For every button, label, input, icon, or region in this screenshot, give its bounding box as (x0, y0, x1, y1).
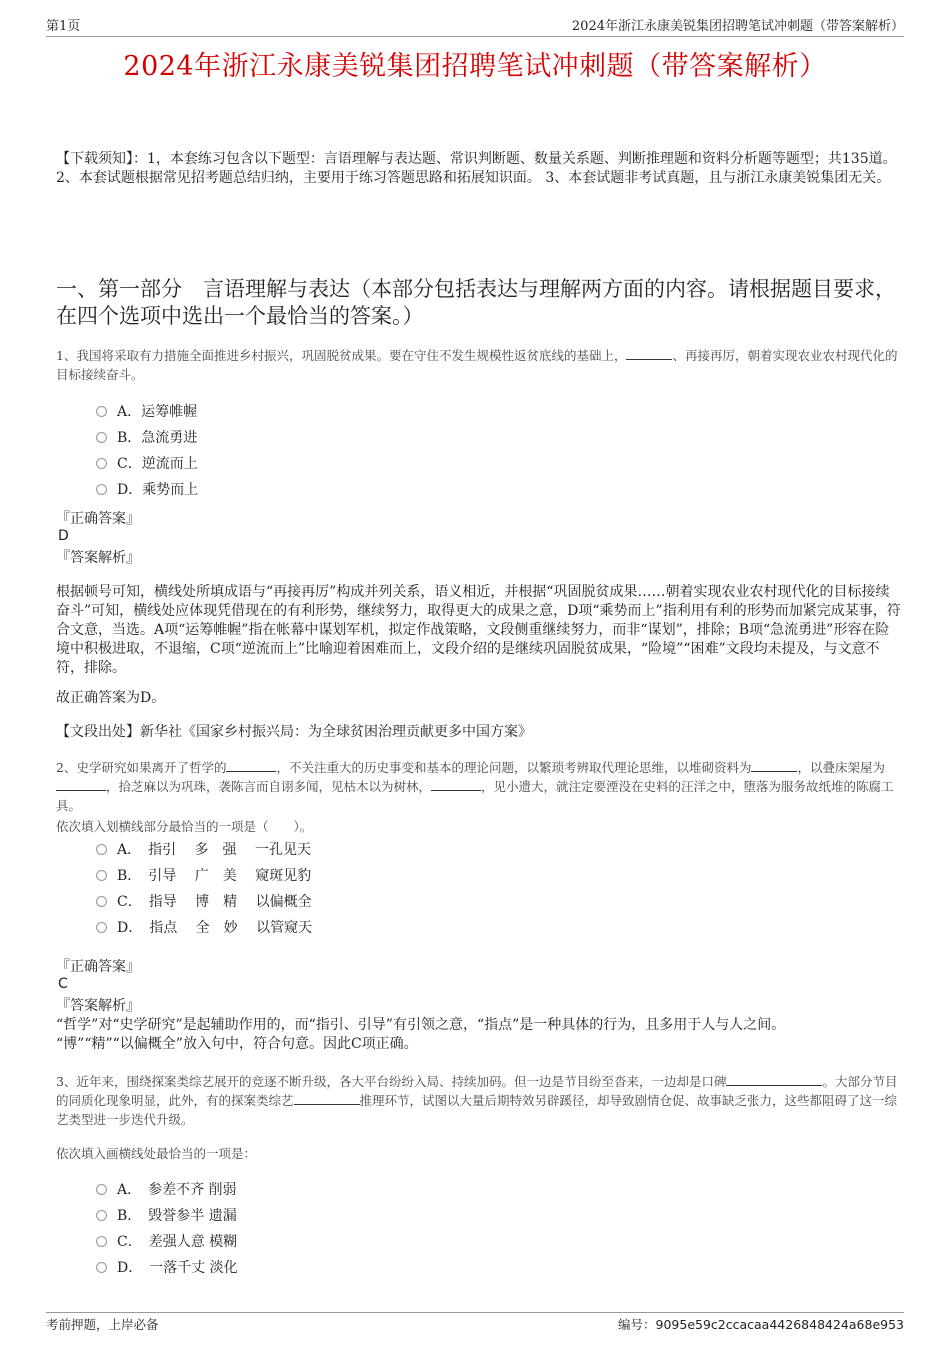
radio-icon[interactable] (96, 484, 107, 495)
download-notice: 【下载须知】：1，本套练习包含以下题型：言语理解与表达题、常识判断题、数量关系题、判断推理题和资料分析题等题型；共135道。 2、本套试题根据常见招考题总结归纳，主要用于练习答题思路和拓展知识面。 3、本套试题非考试真题，且与浙江永康美锐集团无关。 (56, 151, 897, 186)
fill-blank (751, 771, 797, 772)
question-3-options (96, 1176, 238, 1280)
fill-blank (431, 790, 481, 791)
correct-answer: C (58, 976, 68, 992)
correct-answer-label: 『正确答案』 (56, 511, 140, 527)
radio-icon[interactable] (96, 870, 107, 881)
radio-icon[interactable] (96, 1262, 107, 1273)
correct-answer: D (58, 528, 69, 544)
page-header (46, 14, 904, 37)
analysis-text: “哲学”对“史学研究”是起辅助作用的，而“指引、引导”有引领之意，“指点”是一种具体的行为，且多用于人与人之间。 (56, 1017, 786, 1033)
radio-icon[interactable] (96, 432, 107, 443)
analysis-label: 『答案解析』 (56, 550, 140, 566)
option-d[interactable]: D． 指点 全 妙 以管窥天 (96, 914, 312, 940)
fill-blank (226, 771, 276, 772)
analysis-conclusion: 故正确答案为D。 (56, 690, 166, 706)
radio-icon[interactable] (96, 1184, 107, 1195)
question-1-options (96, 398, 198, 502)
option-d[interactable]: D．乘势而上 (96, 476, 198, 502)
question-3-prompt: 依次填入画横线处最恰当的一项是： (56, 1146, 257, 1161)
radio-icon[interactable] (96, 922, 107, 933)
radio-icon[interactable] (96, 1210, 107, 1221)
analysis-label: 『答案解析』 (56, 998, 140, 1014)
option-b[interactable]: B．急流勇进 (96, 424, 198, 450)
header-doc-title: 2024年浙江永康美锐集团招聘笔试冲刺题（带答案解析） (571, 19, 904, 34)
question-2-options (96, 836, 312, 940)
option-a[interactable]: A． 参差不齐 削弱 (96, 1176, 238, 1202)
option-a[interactable]: A．运筹帷幄 (96, 398, 198, 424)
section-heading: 一、第一部分 言语理解与表达（本部分包括表达与理解两方面的内容。请根据题目要求，在四个选项中选出一个最恰当的答案。） (56, 277, 896, 328)
source-citation: 【文段出处】新华社《国家乡村振兴局：为全球贫困治理贡献更多中国方案》 (56, 724, 532, 740)
radio-icon[interactable] (96, 896, 107, 907)
option-b[interactable]: B． 引导 广 美 窥斑见豹 (96, 862, 312, 888)
fill-blank (56, 790, 106, 791)
radio-icon[interactable] (96, 1236, 107, 1247)
radio-icon[interactable] (96, 844, 107, 855)
option-b[interactable]: B． 毁誉参半 遗漏 (96, 1202, 238, 1228)
radio-icon[interactable] (96, 458, 107, 469)
option-c[interactable]: C． 差强人意 模糊 (96, 1228, 238, 1254)
document-code: 编号：9095e59c2ccacaa4426848424a68e953 (618, 1317, 904, 1332)
radio-icon[interactable] (96, 406, 107, 417)
page-number: 第1页 (46, 19, 81, 34)
fill-blank (294, 1104, 360, 1105)
option-c[interactable]: C．逆流而上 (96, 450, 198, 476)
page-title: 2024年浙江永康美锐集团招聘笔试冲刺题（带答案解析） (123, 51, 827, 82)
correct-answer-label: 『正确答案』 (56, 959, 140, 975)
fill-blank (726, 1085, 822, 1086)
page-footer (46, 1312, 904, 1333)
option-d[interactable]: D． 一落千丈 淡化 (96, 1254, 238, 1280)
question-2-stem: 2、史学研究如果离开了哲学的 ，不关注重大的历史事变和基本的理论问题，以繁琐考辨取代理论思维，以堆砌资料为 ，以叠床架屋为，拾芝麻以为巩珠，袭陈言而自诩多闻，见枯木以为树林， ，见小遗大，就注定要湮没在史料的汪洋之中，堕落为服务故纸堆的陈腐工具。 (56, 760, 894, 813)
analysis-text: “博”“精”“以偏概全”放入句中，符合句意。因此C项正确。 (56, 1036, 418, 1052)
option-c[interactable]: C． 指导 博 精 以偏概全 (96, 888, 312, 914)
fill-blank (626, 359, 672, 360)
question-1-stem: 1、我国将采取有力措施全面推进乡村振兴，巩固脱贫成果。要在守住不发生规模性返贫底线的基础上， 、再接再厉，朝着实现农业农村现代化的目标接续奋斗。 (56, 348, 898, 382)
analysis-text: 根据顿号可知，横线处所填成语与“再接再厉”构成并列关系，语义相近，并根据“巩固脱贫成果……朝着实现农业农村现代化的目标接续奋斗”可知，横线处应体现凭借现在的有利形势，继续努力，取得更大的成果之意，D项“乘势而上”指利用有利的形势而加紧完成某事，符合文意，当选。A项“运筹帷幄”指在帐幕中谋划军机，拟定作战策略，文段侧重继续努力，而非“谋划”，排除；B项“急流勇进”形容在险境中积极进取，不退缩，C项“逆流而上”比喻迎着困难而上，文段介绍的是继续巩固脱贫成果，“险境”“困难”文段均未提及，与文意不符，排除。 (56, 584, 901, 676)
question-3-stem: 3、近年来，围绕探案类综艺展开的竞逐不断升级，各大平台纷纷入局、持续加码。但一边是节目纷至沓来，一边却是口碑 。大部分节目的同质化现象明显，此外，有的探案类综艺 推理环节，试图以大量后期特效另辟蹊径，却导致剧情仓促、故事缺乏张力，这些都阻碍了这一综艺类型进一步迭代升级。 (56, 1074, 898, 1127)
question-2-prompt: 依次填入划横线部分最恰当的一项是（ ）。 (56, 819, 313, 834)
option-a[interactable]: A． 指引 多 强 一孔见天 (96, 836, 312, 862)
footer-slogan: 考前押题，上岸必备 (46, 1317, 159, 1332)
